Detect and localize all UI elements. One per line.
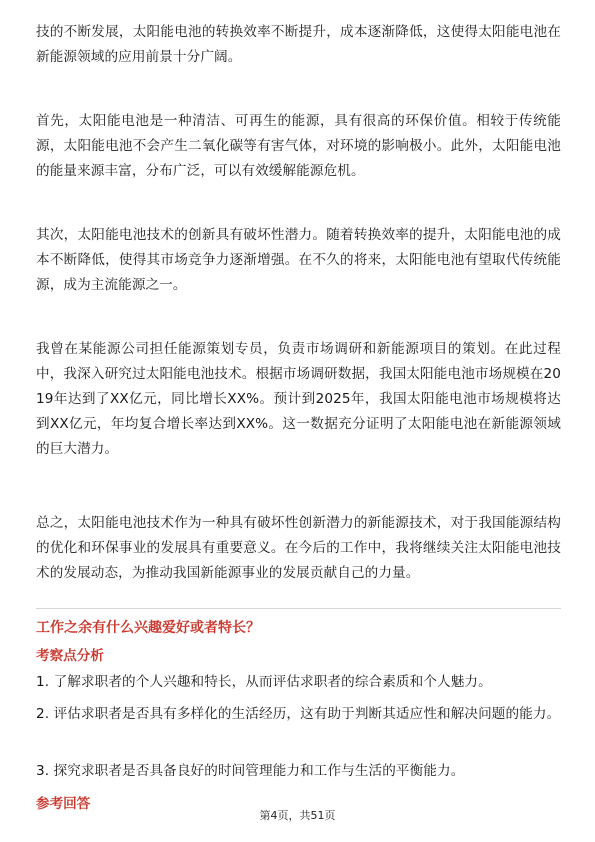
analysis-heading: 考察点分析 [36,648,104,664]
paragraph-disruptive-potential: 其次，太阳能电池技术的创新具有破坏性潜力。随着转换效率的提升，太阳能电池的成本不断降低，使得其市场竞争力逐渐增强。在不久的将来，太阳能电池有望取代传统能源，成为主流能源之一。 [36,227,561,293]
analysis-item: 2. 评估求职者是否具有多样化的生活经历，这有助于判断其适应性和解决问题的能力。 [36,706,561,722]
reference-answer-heading: 参考回答 [36,796,91,812]
paragraph-environmental-value: 首先，太阳能电池是一种清洁、可再生的能源，具有很高的环保价值。相较于传统能源，太阳能电池不会产生二氧化碳等有害气体，对环境的影响极小。此外，太阳能电池的能量来源丰富，分布广泛，可以有效缓解能源危机。 [36,113,561,179]
section-divider [36,608,561,609]
page-number-footer: 第4页，共51页 [259,809,336,822]
analysis-item: 1. 了解求职者的个人兴趣和特长，从而评估求职者的综合素质和个人魅力。 [36,674,492,690]
analysis-item: 3. 探究求职者是否具备良好的时间管理能力和工作与生活的平衡能力。 [36,763,465,779]
paragraph-conclusion: 总之，太阳能电池技术作为一种具有破坏性创新潜力的新能源技术，对于我国能源结构的优化和环保事业的发展具有重要意义。在今后的工作中，我将继续关注太阳能电池技术的发展动态，为推动我国新能源事业的发展贡献自己的力量。 [36,515,561,581]
interview-question: 工作之余有什么兴趣爱好或者特长？ [36,620,260,636]
paragraph-solar-prospects: 技的不断发展，太阳能电池的转换效率不断提升，成本逐渐降低，这使得太阳能电池在新能源领域的应用前景十分广阔。 [36,24,561,65]
paragraph-work-experience: 我曾在某能源公司担任能源策划专员，负责市场调研和新能源项目的策划。在此过程中，我深入研究过太阳能电池技术。根据市场调研数据，我国太阳能电池市场规模在2019年达到了XX亿元，同比增长XX%。预计到2025年，我国太阳能电池市场规模将达到XX亿元，年均复合增长率达到XX%。这一数据充分证明了太阳能电池在新能源领域的巨大潜力。 [36,341,561,457]
